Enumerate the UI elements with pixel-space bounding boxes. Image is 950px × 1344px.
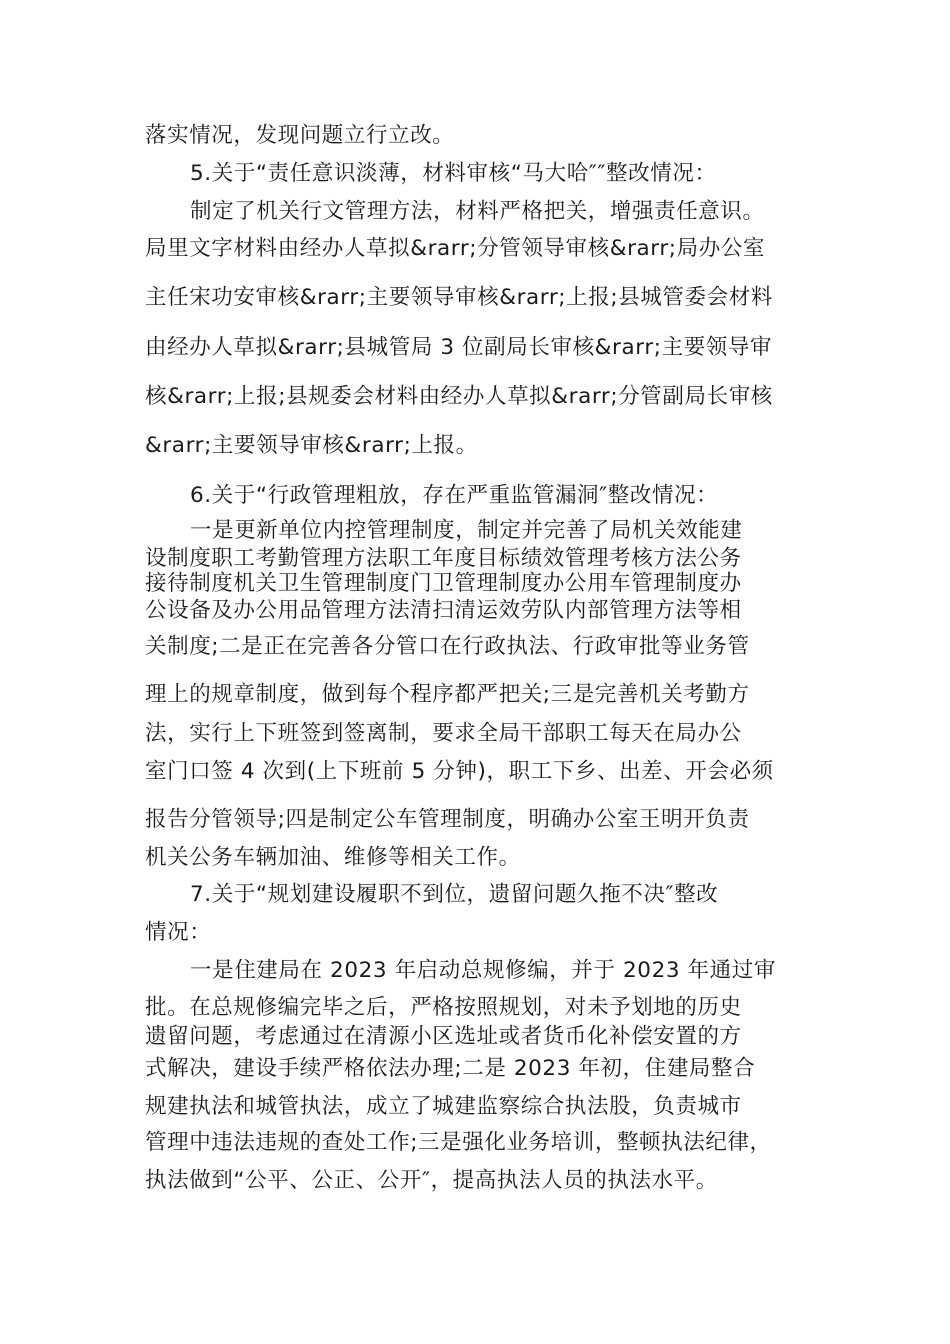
text-line: 执法做到“公平、公正、公开″，提高执法人员的执法水平。 xyxy=(145,1168,718,1193)
text-line: 报告分管领导;四是制定公车管理制度，明确办公室王明开负责 xyxy=(145,807,750,832)
text-line: 批。在总规修编完毕之后，严格按照规划，对未予划地的历史 xyxy=(145,995,742,1020)
text-line: 设制度职工考勤管理方法职工年度目标绩效管理考核方法公务 xyxy=(145,546,742,571)
text-line: 规建执法和城管执法，成立了城建监察综合执法股，负责城市 xyxy=(145,1094,742,1119)
section-heading-6: 6.关于“行政管理粗放，存在严重监管漏洞″整改情况： xyxy=(190,483,719,508)
text-line: 法，实行上下班签到签离制，要求全局干部职工每天在局办公 xyxy=(145,721,742,746)
text-line: 关制度;二是正在完善各分管口在行政执法、行政审批等业务管 xyxy=(145,634,750,659)
text-line: 接待制度机关卫生管理制度门卫管理制度办公用车管理制度办 xyxy=(145,571,742,596)
section-heading-5: 5.关于“责任意识淡薄，材料审核“马大哈″″整改情况： xyxy=(190,161,717,186)
text-line: 局里文字材料由经办人草拟&rarr;分管领导审核&rarr;局办公室 xyxy=(145,236,766,261)
text-line: 落实情况，发现问题立行立改。 xyxy=(145,123,455,148)
text-line: 室门口签 4 次到(上下班前 5 分钟)，职工下乡、出差、开会必须 xyxy=(145,759,774,784)
text-line: 由经办人草拟&rarr;县城管局 3 位副局长审核&rarr;主要领导审 xyxy=(145,335,773,360)
text-line: 一是更新单位内控管理制度，制定并完善了局机关效能建 xyxy=(190,518,743,543)
text-line: 遗留问题，考虑通过在清源小区选址或者货币化补偿安置的方 xyxy=(145,1024,742,1049)
text-line: 式解决，建设手续严格依法办理;二是 2023 年初，住建局整合 xyxy=(145,1056,756,1081)
text-line: 制定了机关行文管理方法，材料严格把关，增强责任意识。 xyxy=(190,199,765,224)
text-line: 一是住建局在 2023 年启动总规修编，并于 2023 年通过审 xyxy=(190,958,776,983)
section-heading-7: 7.关于“规划建设履职不到位，遗留问题久拖不决″整改 xyxy=(190,882,719,907)
text-line: 公设备及办公用品管理方法清扫清运效劳队内部管理方法等相 xyxy=(145,598,742,623)
text-line: 情况： xyxy=(145,920,212,945)
text-line: 机关公务车辆加油、维修等相关工作。 xyxy=(145,845,521,870)
text-line: 核&rarr;上报;县规委会材料由经办人草拟&rarr;分管副局长审核 xyxy=(145,384,773,409)
text-line: 管理中违法违规的查处工作;三是强化业务培训，整顿执法纪律， xyxy=(145,1130,772,1155)
text-line: &rarr;主要领导审核&rarr;上报。 xyxy=(145,433,478,458)
text-line: 主任宋功安审核&rarr;主要领导审核&rarr;上报;县城管委会材料 xyxy=(145,285,773,310)
text-line: 理上的规章制度，做到每个程序都严把关;三是完善机关考勤方 xyxy=(145,682,750,707)
